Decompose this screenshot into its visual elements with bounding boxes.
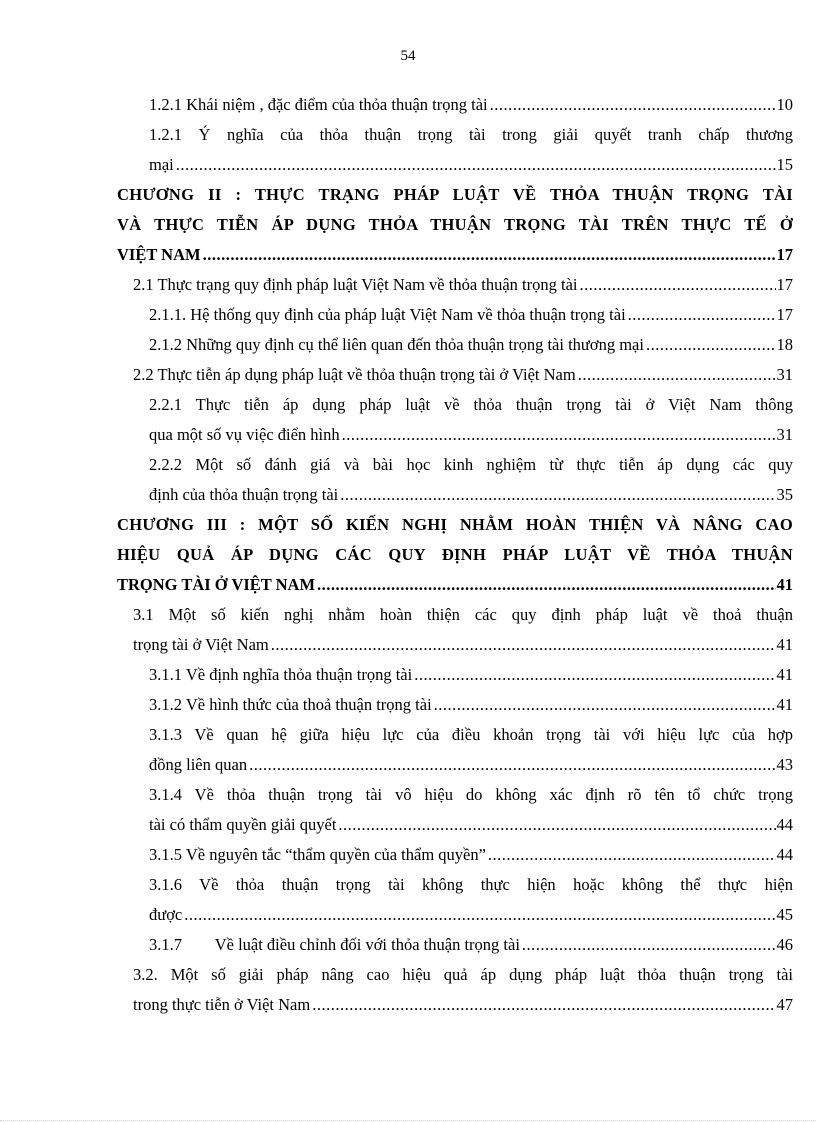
toc-page-number: 47 [776,995,793,1014]
toc-entry-text: 3.2. Một số giải pháp nâng cao hiệu quả áp dụng pháp luật thỏa thuận trọng tài [133,965,793,984]
toc-entry-text: 3.1.4 Về thỏa thuận trọng tài vô hiệu do không xác định rõ tên tổ chức trọng [149,785,793,804]
toc-entry[interactable] [133,630,793,660]
toc-entry-title: VIỆT NAM [117,245,201,264]
toc-dot-leader [312,990,775,1020]
toc-entry[interactable] [149,750,793,780]
table-of-contents [0,90,816,1020]
toc-entry-title: tài có thẩm quyền giải quyết [149,815,337,834]
toc-dot-leader [628,300,776,330]
toc-page-number: 15 [776,155,793,174]
toc-entry-title: đồng liên quan [149,755,248,774]
toc-dot-leader [490,90,776,120]
toc-entry-text: 3.1 Một số kiến nghị nhằm hoàn thiện các quy định pháp luật về thoả thuận [133,605,793,624]
toc-page-number: 17 [776,275,793,294]
toc-page-number: 31 [776,365,793,384]
toc-page-number: 17 [776,245,793,264]
toc-entry[interactable] [133,360,793,390]
toc-page-number: 43 [776,755,793,774]
toc-entry[interactable] [117,240,793,270]
toc-entry-text: 3.1.6 Về thỏa thuận trọng tài không thực hiện hoặc không thể thực hiện [149,875,793,894]
toc-entry[interactable] [149,660,793,690]
toc-dot-leader [184,900,775,930]
toc-dot-leader [271,630,776,660]
toc-entry-title: 1.2.1 Khái niệm , đặc điểm của thỏa thuận trọng tài [149,95,488,114]
toc-entry-title: được [149,905,183,924]
toc-dot-leader [317,570,775,600]
toc-entry-title: 3.1.2 Về hình thức của thoả thuận trọng tài [149,695,432,714]
toc-entry-title: TRỌNG TÀI Ở VIỆT NAM [117,575,316,594]
page-number: 54 [400,48,416,64]
toc-entry-title: trong thực tiễn ở Việt Nam [133,995,311,1014]
toc-entry-title: 3.1.5 Về nguyên tắc “thẩm quyền của thẩm quyền” [149,845,486,864]
toc-entry-text: 1.2.1 Ý nghĩa của thỏa thuận trọng tài trong giải quyết tranh chấp thương [149,125,793,144]
toc-entry-line [149,450,793,480]
toc-entry-title: 2.1 Thực trạng quy định pháp luật Việt Nam về thỏa thuận trọng tài [133,275,578,294]
toc-dot-leader [488,840,776,870]
toc-entry-title: trọng tài ở Việt Nam [133,635,269,654]
toc-entry-line [133,960,793,990]
toc-page-number: 31 [776,425,793,444]
toc-entry[interactable] [149,810,793,840]
toc-dot-leader [342,420,776,450]
toc-page-number: 41 [776,635,793,654]
toc-entry[interactable] [149,90,793,120]
toc-entry[interactable] [149,150,793,180]
toc-dot-leader [249,750,775,780]
toc-page-number: 18 [776,335,793,354]
toc-entry[interactable] [149,480,793,510]
toc-dot-leader [414,660,775,690]
toc-entry-line [149,390,793,420]
toc-page-number: 46 [776,935,793,954]
page-bottom-rule [0,1120,816,1122]
toc-entry[interactable] [149,840,793,870]
toc-entry[interactable] [133,270,793,300]
toc-entry-title: 2.1.1. Hệ thống quy định của pháp luật Việt Nam về thỏa thuận trọng tài [149,305,626,324]
toc-entry-line [149,120,793,150]
toc-entry-line [117,540,793,570]
toc-entry[interactable] [149,300,793,330]
toc-entry-title: 3.1.1 Về định nghĩa thỏa thuận trọng tài [149,665,413,684]
toc-page-number: 41 [776,575,793,594]
toc-entry-title: định của thỏa thuận trọng tài [149,485,339,504]
toc-dot-leader [176,150,776,180]
toc-dot-leader [338,810,775,840]
toc-page-number: 44 [776,815,793,834]
toc-page-number: 35 [776,485,793,504]
toc-entry[interactable] [117,570,793,600]
toc-entry-line [117,210,793,240]
toc-entry-text: CHƯƠNG III : MỘT SỐ KIẾN NGHỊ NHẰM HOÀN THIỆN VÀ NÂNG CAO [117,515,793,534]
toc-entry-text: 2.2.2 Một số đánh giá và bài học kinh nghiệm từ thực tiễn áp dụng các quy [149,455,793,474]
toc-entry[interactable] [149,930,793,960]
toc-entry-title: 2.1.2 Những quy định cụ thể liên quan đến thỏa thuận trọng tài thương mại [149,335,644,354]
toc-entry-text: HIỆU QUẢ ÁP DỤNG CÁC QUY ĐỊNH PHÁP LUẬT VỀ THỎA THUẬN [117,545,793,564]
toc-dot-leader [434,690,776,720]
toc-entry[interactable] [133,990,793,1020]
toc-entry-text: VÀ THỰC TIỄN ÁP DỤNG THỎA THUẬN TRỌNG TÀI TRÊN THỰC TẾ Ở [117,215,793,234]
toc-entry-text: CHƯƠNG II : THỰC TRẠNG PHÁP LUẬT VỀ THỎA THUẬN TRỌNG TÀI [117,185,793,204]
toc-dot-leader [580,270,776,300]
toc-page-number: 10 [776,95,793,114]
toc-entry-text: 2.2.1 Thực tiễn áp dụng pháp luật về thỏa thuận trọng tài ở Việt Nam thông [149,395,793,414]
toc-entry-line [117,180,793,210]
toc-page-number: 17 [776,305,793,324]
toc-entry-text: 3.1.3 Về quan hệ giữa hiệu lực của điều khoản trọng tài với hiệu lực của hợp [149,725,793,744]
toc-entry[interactable] [149,420,793,450]
toc-page-number: 41 [776,695,793,714]
toc-dot-leader [578,360,776,390]
toc-page-number: 44 [776,845,793,864]
toc-dot-leader [646,330,776,360]
toc-entry-line [133,600,793,630]
toc-entry[interactable] [149,690,793,720]
toc-entry-line [149,870,793,900]
toc-entry-title: qua một số vụ việc điển hình [149,425,340,444]
toc-page-number: 41 [776,665,793,684]
toc-dot-leader [203,240,776,270]
toc-page-number: 45 [776,905,793,924]
toc-dot-leader [340,480,775,510]
toc-entry-title: 2.2 Thực tiễn áp dụng pháp luật về thỏa thuận trọng tài ở Việt Nam [133,365,576,384]
toc-entry[interactable] [149,330,793,360]
toc-entry-line [149,780,793,810]
toc-dot-leader [522,930,776,960]
toc-entry-title: mại [149,155,174,174]
toc-entry[interactable] [149,900,793,930]
toc-entry-line [117,510,793,540]
toc-entry-title: 3.1.7 Về luật điều chỉnh đối với thỏa thuận trọng tài [149,935,520,954]
toc-entry-line [149,720,793,750]
